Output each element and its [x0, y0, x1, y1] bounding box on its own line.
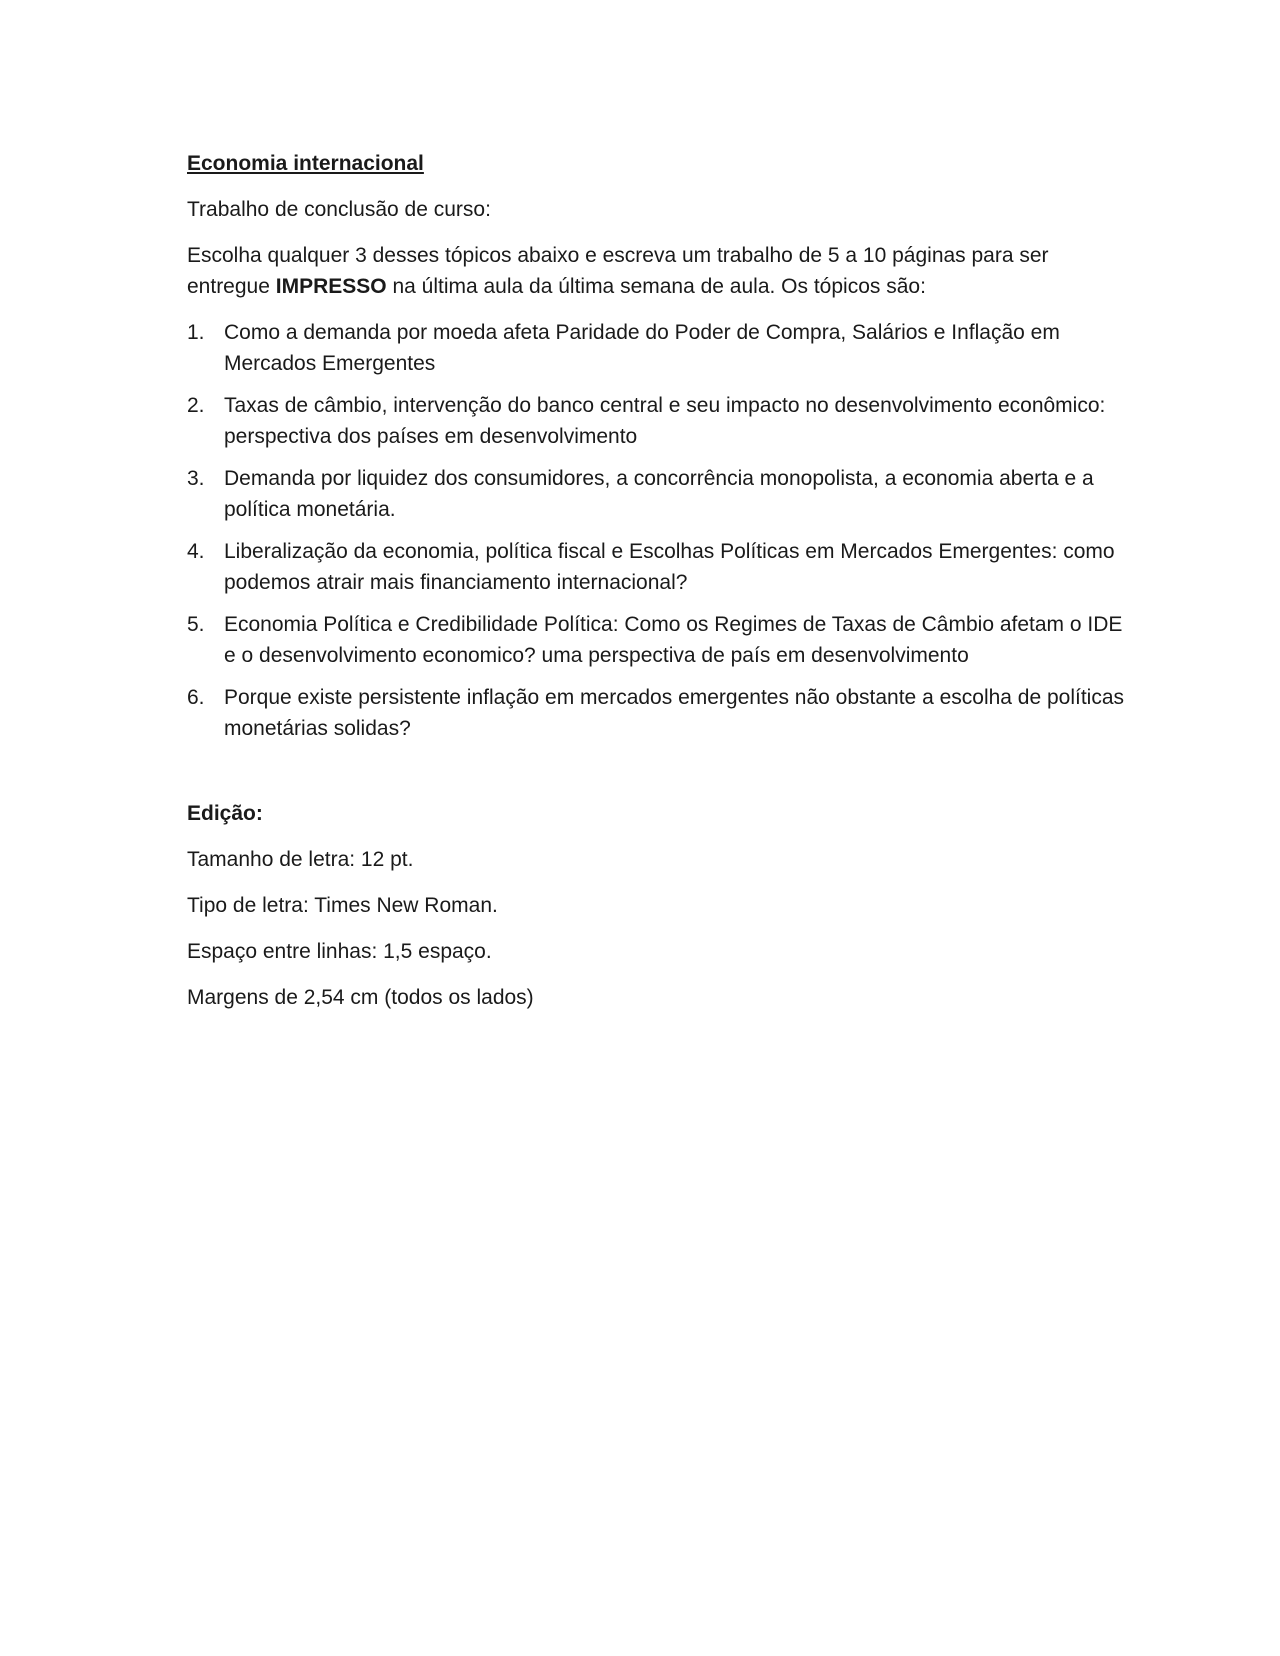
topic-text: Porque existe persistente inflação em mercados emergentes não obstante a escolha de políticas monetárias solidas?	[224, 686, 1125, 740]
topic-text: Economia Política e Credibilidade Política: Como os Regimes de Taxas de Câmbio afetam o IDE e o desenvolvimento economico? uma perspectiva de país em desenvolvimento	[224, 613, 1123, 667]
edicao-font-size: Tamanho de letra: 12 pt.	[187, 848, 414, 871]
topic-number: 1.	[187, 321, 205, 344]
topic-number: 6.	[187, 686, 205, 709]
topic-text: Como a demanda por moeda afeta Paridade do Poder de Compra, Salários e Inflação em Mercados Emergentes	[224, 321, 1060, 375]
topic-item-4	[187, 536, 1127, 598]
topic-number: 4.	[187, 540, 205, 563]
document-subtitle: Trabalho de conclusão de curso:	[187, 198, 491, 221]
topic-number: 5.	[187, 613, 205, 636]
edicao-title: Edição:	[187, 802, 263, 825]
edicao-font-type: Tipo de letra: Times New Roman.	[187, 894, 498, 917]
intro-bold-text: IMPRESSO	[275, 275, 387, 298]
intro-paragraph	[187, 240, 1127, 302]
edicao-section	[187, 798, 1127, 1013]
document-content	[187, 148, 1127, 1028]
edicao-margins: Margens de 2,54 cm (todos os lados)	[187, 986, 534, 1009]
topic-item-1	[187, 317, 1127, 379]
document-title: Economia internacional	[187, 152, 424, 175]
topic-item-2	[187, 390, 1127, 452]
intro-text-part1: Escolha qualquer 3 desses tópicos abaixo e escreva um trabalho de 5 a 10 páginas para ser entregue	[187, 244, 1049, 298]
edicao-line-spacing: Espaço entre linhas: 1,5 espaço.	[187, 940, 492, 963]
topics-list	[187, 317, 1127, 744]
topic-text: Taxas de câmbio, intervenção do banco central e seu impacto no desenvolvimento econômico: perspectiva dos países em desenvolvimento	[224, 394, 1106, 448]
intro-text-part2: na última aula da última semana de aula. Os tópicos são:	[386, 275, 926, 298]
topic-number: 3.	[187, 467, 205, 490]
topic-item-5	[187, 609, 1127, 671]
topic-item-6	[187, 682, 1127, 744]
topic-text: Demanda por liquidez dos consumidores, a concorrência monopolista, a economia aberta e a política monetária.	[224, 467, 1094, 521]
topic-item-3	[187, 463, 1127, 525]
topic-text: Liberalização da economia, política fiscal e Escolhas Políticas em Mercados Emergentes: como podemos atrair mais financiamento internacional?	[224, 540, 1115, 594]
topic-number: 2.	[187, 394, 205, 417]
